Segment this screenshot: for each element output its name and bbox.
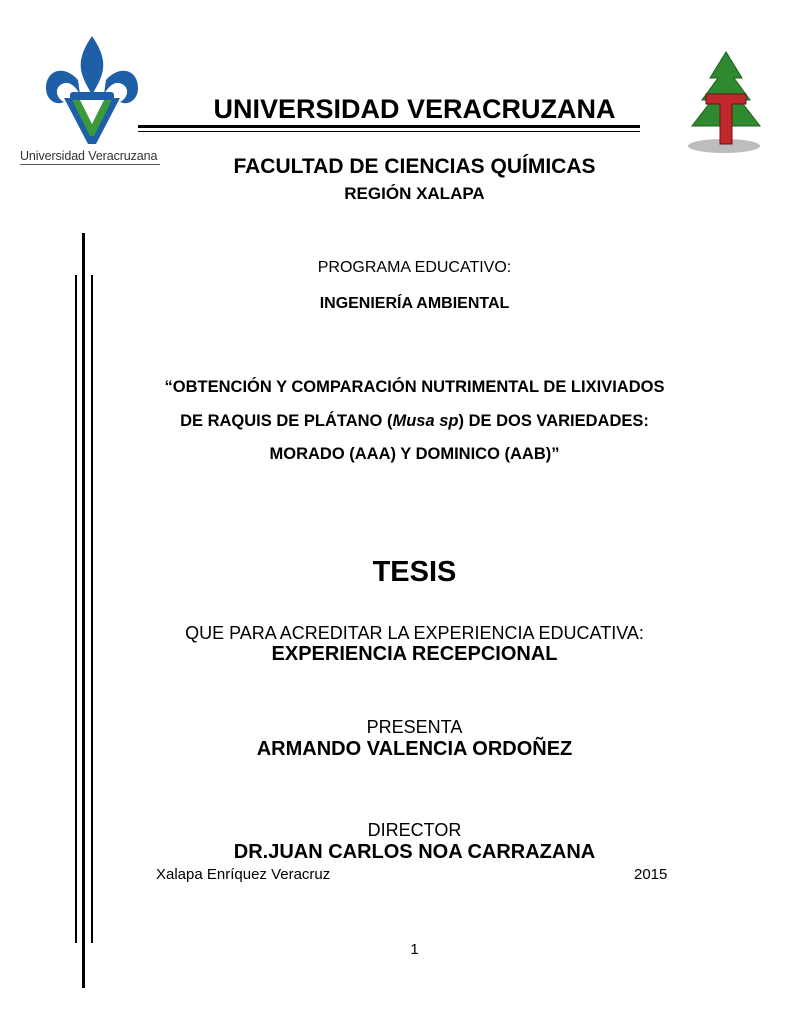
header-rule-top <box>138 125 640 128</box>
thesis-title-line-2 <box>20 412 789 431</box>
university-name: UNIVERSIDAD VERACRUZANA <box>213 94 616 124</box>
program-label: PROGRAMA EDUCATIVO: <box>317 259 512 276</box>
page-number: 1 <box>410 941 419 958</box>
document-type: TESIS <box>372 556 457 588</box>
faculty-name: FACULTAD DE CIENCIAS QUÍMICAS <box>233 155 596 178</box>
margin-bar-main <box>82 233 85 988</box>
region-name: REGIÓN XALAPA <box>344 184 485 203</box>
director-name: DR.JUAN CARLOS NOA CARRAZANA <box>233 841 596 863</box>
footer-year: 2015 <box>634 866 668 883</box>
thesis-title-line-2-start: DE RAQUIS DE PLÁTANO ( <box>180 412 393 430</box>
thesis-title-line-2-end: ) DE DOS VARIEDADES: <box>458 412 649 430</box>
accreditation-label: QUE PARA ACREDITAR LA EXPERIENCIA EDUCATIVA: <box>185 623 644 643</box>
species-name: Musa sp <box>392 412 459 430</box>
university-logo-caption: Universidad Veracruzana <box>20 149 158 163</box>
footer-place: Xalapa Enríquez Veracruz <box>156 866 331 883</box>
thesis-title-line-3: MORADO (AAA) Y DOMINICO (AAB)” <box>269 445 560 463</box>
program-name: INGENIERÍA AMBIENTAL <box>319 295 510 312</box>
presenter-name: ARMANDO VALENCIA ORDOÑEZ <box>256 738 573 760</box>
fleur-de-lis-v-icon <box>42 34 142 146</box>
thesis-title-line-1: “OBTENCIÓN Y COMPARACIÓN NUTRIMENTAL DE LIXIVIADOS <box>164 378 665 396</box>
director-label: DIRECTOR <box>367 820 462 840</box>
header-rule-bottom <box>138 131 640 132</box>
course-name: EXPERIENCIA RECEPCIONAL <box>271 643 558 665</box>
presenter-label: PRESENTA <box>366 717 463 737</box>
